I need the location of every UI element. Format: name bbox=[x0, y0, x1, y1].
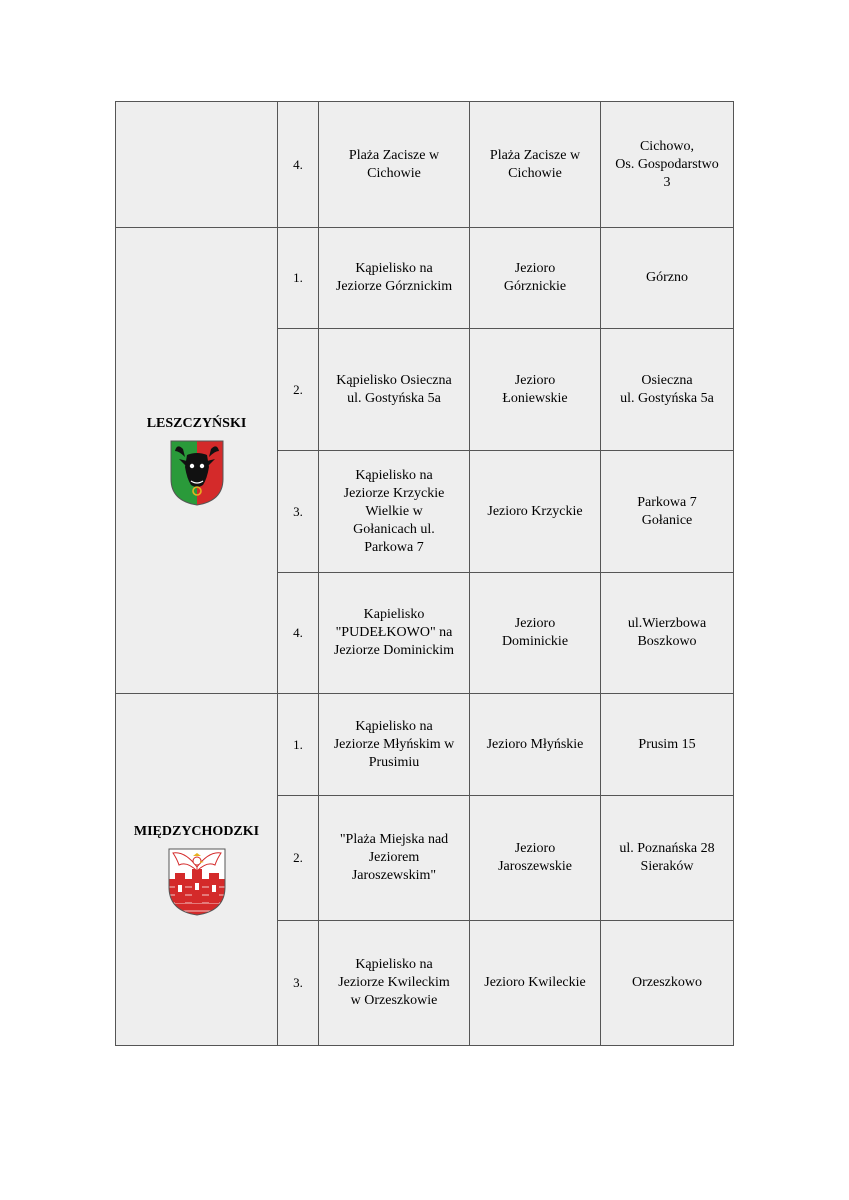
water-body: Jezioro Łoniewskie bbox=[470, 329, 601, 451]
row-number: 2. bbox=[278, 796, 319, 921]
row-number: 2. bbox=[278, 329, 319, 451]
site-address: Orzeszkowo bbox=[601, 921, 734, 1046]
row-number: 4. bbox=[278, 102, 319, 228]
site-name: Kąpielisko na Jeziorze Górznickim bbox=[319, 228, 470, 329]
site-name: Kąpielisko na Jeziorze Kwileckim w Orzeszkowie bbox=[319, 921, 470, 1046]
water-body: Jezioro Krzyckie bbox=[470, 451, 601, 573]
site-name: Kapielisko "PUDEŁKOWO" na Jeziorze Dominickim bbox=[319, 573, 470, 694]
bathing-sites-table bbox=[115, 101, 734, 1046]
water-body: Jezioro Młyńskie bbox=[470, 694, 601, 796]
row-number: 1. bbox=[278, 228, 319, 329]
goat-head-crest-icon bbox=[169, 439, 225, 507]
site-address: ul.Wierzbowa Boszkowo bbox=[601, 573, 734, 694]
site-address: Parkowa 7 Gołanice bbox=[601, 451, 734, 573]
county-cell-leszczynski bbox=[116, 228, 278, 694]
row-number: 3. bbox=[278, 451, 319, 573]
table-row bbox=[116, 102, 734, 228]
site-address: Osieczna ul. Gostyńska 5a bbox=[601, 329, 734, 451]
county-name: LESZCZYŃSKI bbox=[146, 415, 247, 431]
site-name: Kąpielisko na Jeziorze Młyńskim w Prusimiu bbox=[319, 694, 470, 796]
site-name: Kąpielisko na Jeziorze Krzyckie Wielkie w Gołanicach ul. Parkowa 7 bbox=[319, 451, 470, 573]
eagle-towers-crest-icon bbox=[167, 847, 227, 917]
row-number: 3. bbox=[278, 921, 319, 1046]
county-name: MIĘDZYCHODZKI bbox=[133, 823, 260, 839]
table-row bbox=[116, 694, 734, 796]
site-address: ul. Poznańska 28 Sieraków bbox=[601, 796, 734, 921]
site-address: Cichowo, Os. Gospodarstwo 3 bbox=[601, 102, 734, 228]
water-body: Jezioro Górznickie bbox=[470, 228, 601, 329]
county-cell-miedzychodzki bbox=[116, 694, 278, 1046]
row-number: 4. bbox=[278, 573, 319, 694]
water-body: Jezioro Kwileckie bbox=[470, 921, 601, 1046]
row-number: 1. bbox=[278, 694, 319, 796]
site-name: Plaża Zacisze w Cichowie bbox=[319, 102, 470, 228]
table-row bbox=[116, 228, 734, 329]
water-body: Plaża Zacisze w Cichowie bbox=[470, 102, 601, 228]
site-address: Górzno bbox=[601, 228, 734, 329]
site-name: "Plaża Miejska nad Jeziorem Jaroszewskim" bbox=[319, 796, 470, 921]
site-name: Kąpielisko Osieczna ul. Gostyńska 5a bbox=[319, 329, 470, 451]
county-cell bbox=[116, 102, 278, 228]
water-body: Jezioro Jaroszewskie bbox=[470, 796, 601, 921]
site-address: Prusim 15 bbox=[601, 694, 734, 796]
water-body: Jezioro Dominickie bbox=[470, 573, 601, 694]
